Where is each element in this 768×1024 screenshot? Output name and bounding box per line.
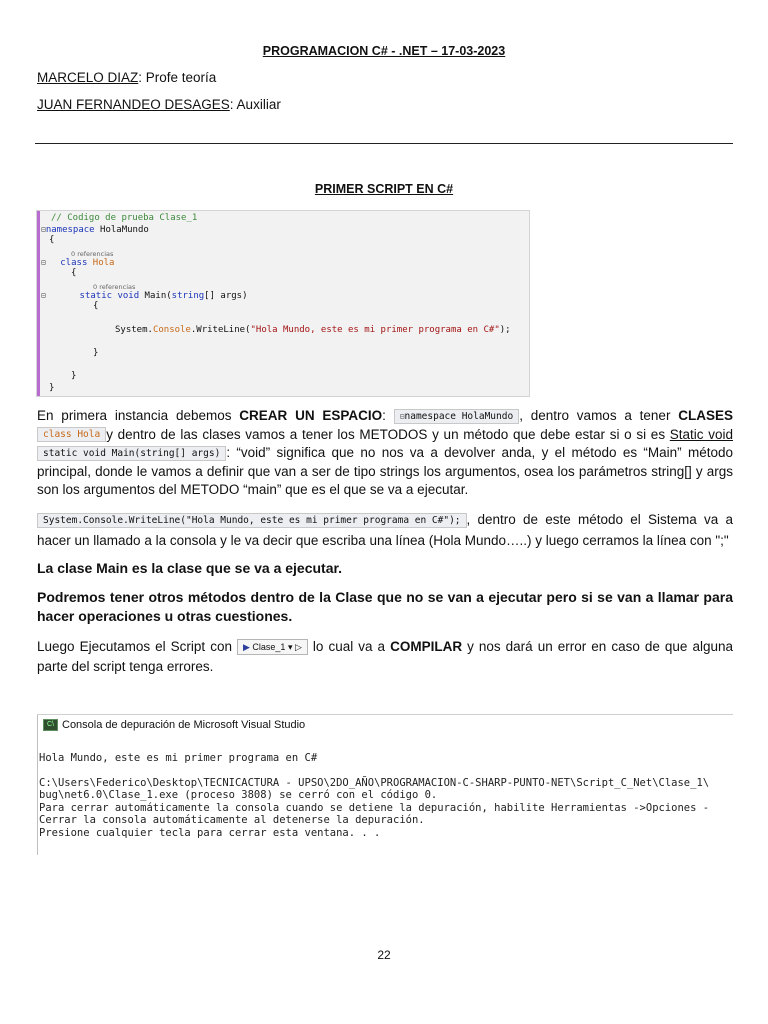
console-line: Para cerrar automáticamente la consola cuando se detiene la depuración, habilite Herramientas ->Opciones - xyxy=(39,801,710,814)
code-screenshot xyxy=(36,210,530,397)
console-line: bug\net6.0\Clase_1.exe (proceso 3808) se cerró con el código 0. xyxy=(39,789,438,801)
code-line-main: ⊟ static void Main(string[] args) xyxy=(41,291,248,301)
console-title: Consola de depuración de Microsoft Visual Studio xyxy=(62,719,306,731)
paragraph-writeline-explanation: System.Console.WriteLine("Hola Mundo, este es mi primer programa en C#"); , dentro de este método el Sistema va a hacer un llamado a la consola y le va decir que escriba una línea (Hola Mundo…..) y luego cerramos la línea con ";" xyxy=(37,512,733,548)
run-button[interactable]: ▶ Clase_1 ▾ ▷ xyxy=(237,639,308,655)
document-title: PROGRAMACION C# - .NET – 17-03-2023 xyxy=(262,44,506,58)
main-method-chip: static void Main(string[] args) xyxy=(37,446,226,461)
page-number: 22 xyxy=(377,948,391,962)
bold-statement-methods: Podremos tener otros métodos dentro de la Clase que no se van a ejecutar pero si se van a llamar para hacer operaciones u otras cuestiones. xyxy=(37,589,733,624)
console-line: Hola Mundo, este es mi primer programa en C# xyxy=(39,751,318,764)
console-icon: C\ xyxy=(43,719,58,731)
console-titlebar xyxy=(43,719,305,731)
debug-console-screenshot xyxy=(37,714,733,855)
console-edge xyxy=(37,715,38,855)
code-line-class: ⊟ class Hola xyxy=(41,258,115,268)
namespace-chip: ⊟namespace HolaMundo xyxy=(394,409,520,424)
code-brace: } xyxy=(93,348,99,358)
code-refs: 0 referencias xyxy=(71,250,114,258)
console-line: C:\Users\Federico\Desktop\TECNICACTURA - UPSO\2DO_AÑO\PROGRAMACION-C-SHARP-PUNTO-NET\Script_C_Net\Clase_1\ xyxy=(39,776,710,789)
play-icon: ▶ xyxy=(242,642,250,653)
code-gutter xyxy=(37,211,40,396)
play-outline-icon: ▷ xyxy=(294,642,302,653)
code-line-writeline: System.Console.WriteLine("Hola Mundo, este es mi primer programa en C#"); xyxy=(115,325,511,335)
paragraph-namespace-explanation: En primera instancia debemos CREAR UN ESPACIO: ⊟namespace HolaMundo , dentro vamos a tener CLASES class Hola y dentro de las clases vamos a tener los METODOS y un método que debe estar si o si es Static void static void Main(string[] args) : “void” significa que no nos va a devolver anda, y el método es “Main” método principal, donde le vamos a definir que van a ser de tipo strings los argumentos, osea los parámetros string[] y args son los argumentos del METODO “main” que es el que se va a ejecutar. xyxy=(37,408,734,497)
code-comment: // Codigo de prueba Clase_1 xyxy=(51,213,198,223)
code-brace: { xyxy=(49,235,55,245)
console-line: Presione cualquier tecla para cerrar esta ventana. . . xyxy=(39,826,381,839)
console-line: Cerrar la consola automáticamente al detenerse la depuración. xyxy=(39,814,425,826)
paragraph-compile: Luego Ejecutamos el Script con ▶ Clase_1 ▾ ▷ lo cual va a COMPILAR y nos dará un error en caso de que alguna parte del script tenga errores. xyxy=(37,639,733,674)
code-brace: { xyxy=(93,301,99,311)
assistant-name: JUAN FERNANDEO DESAGES xyxy=(37,97,230,112)
code-refs: 0 referencias xyxy=(93,283,136,291)
bold-statement-main: La clase Main es la clase que se va a ejecutar. xyxy=(37,560,343,576)
code-brace: } xyxy=(71,371,77,381)
class-chip: class Hola xyxy=(37,427,106,442)
assistant-line xyxy=(37,97,281,112)
teacher-name: MARCELO DIAZ xyxy=(37,70,139,85)
teacher-line xyxy=(37,70,216,85)
writeline-chip: System.Console.WriteLine("Hola Mundo, este es mi primer programa en C#"); xyxy=(37,513,467,528)
code-line-namespace: ⊟namespace HolaMundo xyxy=(41,225,149,235)
header-divider xyxy=(35,143,733,144)
console-output xyxy=(39,739,735,864)
code-brace: { xyxy=(71,268,77,278)
section-title: PRIMER SCRIPT EN C# xyxy=(314,182,454,196)
console-line xyxy=(39,764,735,777)
assistant-role: : Auxiliar xyxy=(229,97,281,112)
code-brace: } xyxy=(49,383,55,393)
teacher-role: : Profe teoría xyxy=(138,70,217,85)
